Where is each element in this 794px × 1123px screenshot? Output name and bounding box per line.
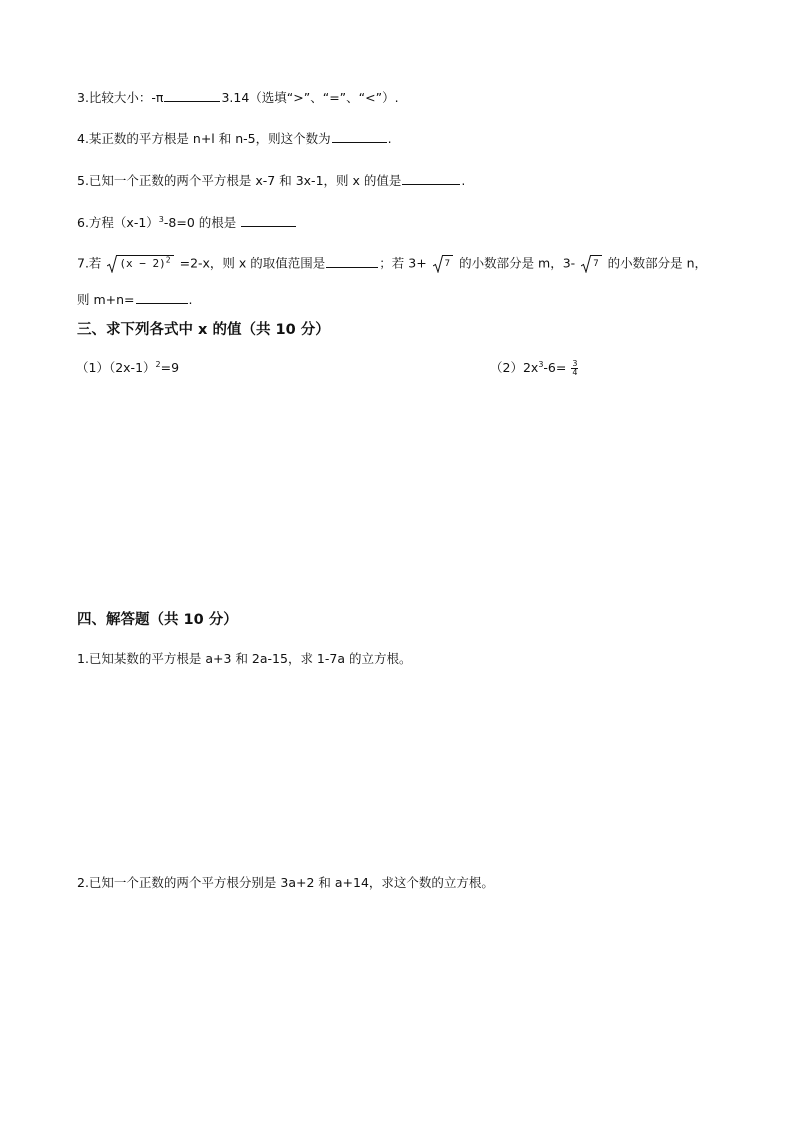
fraction-denominator: 4 — [572, 368, 578, 377]
q7-radicand: (x − 2) — [119, 257, 166, 270]
q7-prefix: 7.若 — [77, 255, 102, 271]
q7-line2-suffix: . — [188, 292, 193, 307]
eq2-mid: -6= — [543, 360, 567, 375]
q5-prefix: 5.已知一个正数的两个平方根是 x-7 和 3x-1，则 x 的值是 — [77, 173, 402, 188]
q4-prefix: 4.某正数的平方根是 n+l 和 n-5，则这个数为 — [77, 131, 331, 146]
section-4-heading: 四、解答题（共 10 分） — [77, 612, 238, 628]
q5-suffix: . — [461, 173, 466, 188]
radical-sign-icon — [107, 255, 117, 273]
answer-blank — [326, 257, 378, 268]
q7-line2-prefix: 则 m+n= — [77, 292, 135, 307]
question-5 — [77, 173, 465, 189]
answer-blank — [164, 91, 220, 102]
q7-part4: 的小数部分是 n， — [607, 255, 707, 271]
q7-radicand-exponent: 2 — [165, 255, 171, 265]
question-3 — [77, 90, 399, 106]
eq2-prefix: （2）2x — [490, 360, 539, 375]
sqrt-expression — [107, 255, 173, 273]
question-7-line-1 — [77, 255, 707, 273]
q6-prefix: 6.方程（x-1） — [77, 215, 159, 230]
question-7-line-2 — [77, 292, 193, 308]
question-4 — [77, 131, 392, 147]
answer-blank — [402, 174, 460, 185]
section-3-heading: 三、求下列各式中 x 的值（共 10 分） — [77, 322, 330, 338]
eq1-exponent: 2 — [155, 359, 161, 369]
q7-part2: ；若 3+ — [379, 255, 427, 271]
q4-suffix: . — [387, 131, 392, 146]
sqrt-seven — [581, 255, 601, 273]
eq2-exponent: 3 — [538, 359, 544, 369]
q7-part3: 的小数部分是 m，3- — [459, 255, 576, 271]
q3-prefix: 3.比较大小：-π — [77, 90, 164, 105]
radical-sign-icon — [581, 255, 591, 273]
eq1-prefix: （1）（2x-1） — [76, 360, 156, 375]
answer-blank — [332, 132, 387, 143]
q7-part1: =2-x，则 x 的取值范围是 — [179, 255, 326, 271]
problem-1: 1.已知某数的平方根是 a+3 和 2a-15，求 1-7a 的立方根。 — [77, 651, 412, 666]
eq1-suffix: =9 — [160, 360, 180, 375]
fraction — [571, 360, 578, 377]
q7-radicand-2: 7 — [443, 255, 453, 273]
equation-2 — [490, 360, 578, 377]
q7-radicand-3: 7 — [591, 255, 601, 273]
fraction-numerator: 3 — [572, 359, 578, 368]
q3-suffix: 3.14（选填“>”、“=”、“<”）. — [221, 90, 399, 105]
equation-1 — [76, 360, 179, 376]
question-6 — [77, 215, 297, 231]
answer-blank — [241, 216, 296, 227]
radical-sign-icon — [433, 255, 443, 273]
sqrt-seven — [433, 255, 453, 273]
q6-exponent: 3 — [158, 214, 164, 224]
problem-2: 2.已知一个正数的两个平方根分别是 3a+2 和 a+14，求这个数的立方根。 — [77, 875, 494, 890]
q6-suffix: -8=0 的根是 — [163, 215, 237, 230]
answer-blank — [136, 293, 188, 304]
